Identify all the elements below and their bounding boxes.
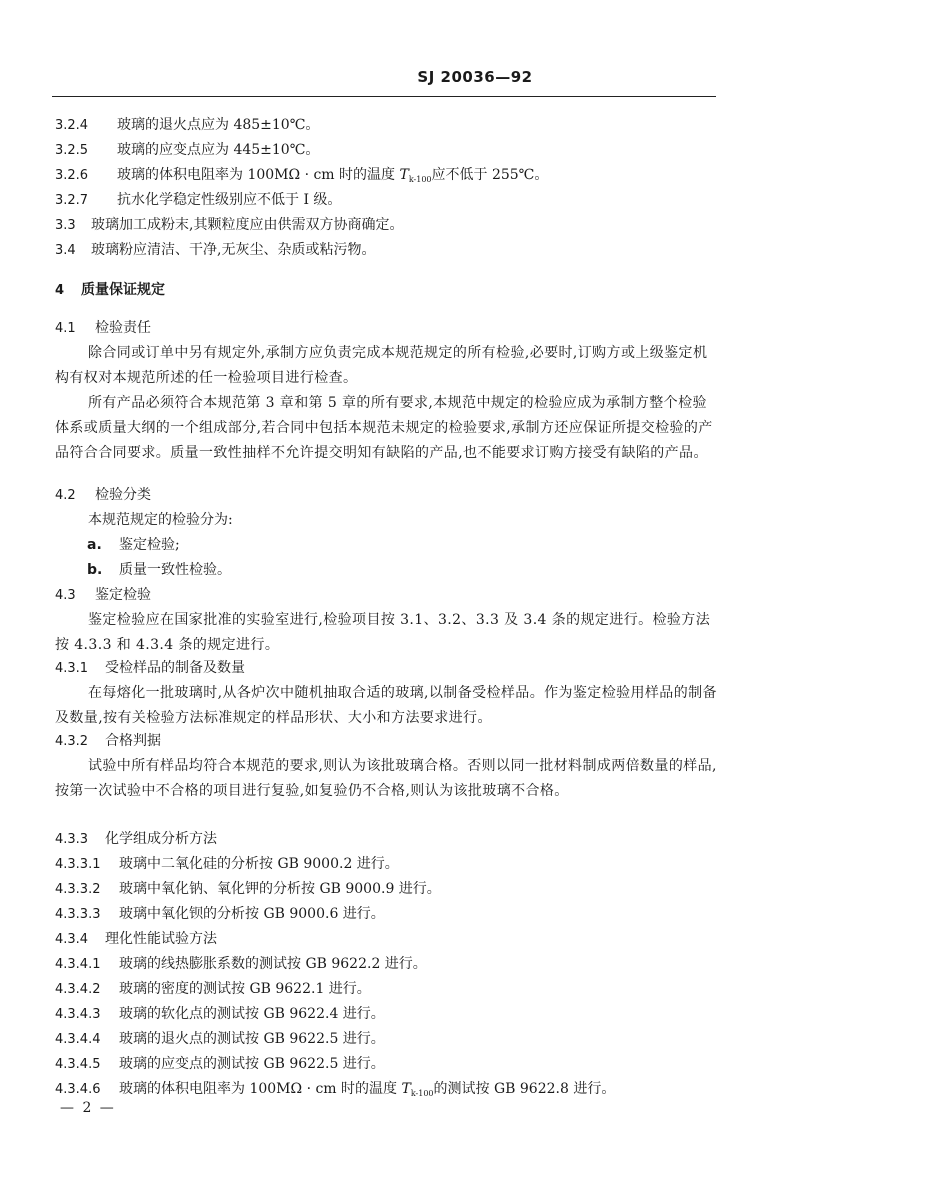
clause-4-3-2-heading: 4.3.2 合格判据 — [55, 733, 161, 749]
clause-4-3-4-5: 4.3.4.5 玻璃的应变点的测试按 GB 9622.5 进行。 — [55, 1056, 385, 1072]
clause-4-3-3-2: 4.3.3.2 玻璃中氧化钠、氧化钾的分析按 GB 9000.9 进行。 — [55, 881, 441, 897]
clause-4-3-4-4: 4.3.4.4 玻璃的退火点的测试按 GB 9622.5 进行。 — [55, 1031, 385, 1047]
header-rule — [52, 96, 716, 97]
clause-3-2-4: 3.2.4 玻璃的退火点应为 485±10℃。 — [55, 117, 320, 133]
list-item-a: a. 鉴定检验; — [87, 537, 180, 553]
paragraph-4-3-1: 在每熔化一批玻璃时,从各炉次中随机抽取合适的玻璃,以制备受检样品。作为鉴定检验用样品的制备及数量,按有关检验方法标准规定的样品形状、大小和方法要求进行。 — [55, 685, 717, 726]
paragraph-4-3-2: 试验中所有样品均符合本规范的要求,则认为该批玻璃合格。否则以同一批材料制成两倍数量的样品,按第一次试验中不合格的项目进行复验,如复验仍不合格,则认为该批玻璃不合格。 — [55, 758, 717, 799]
clause-3-2-6: 3.2.6 玻璃的体积电阻率为 100MΩ · cm 时的温度 $T_{k-100}$应不低于 255℃。 — [55, 167, 549, 184]
list-item-b: b. 质量一致性检验。 — [87, 562, 231, 578]
clause-4-3-3-1: 4.3.3.1 玻璃中二氧化硅的分析按 GB 9000.2 进行。 — [55, 856, 399, 872]
clause-4-3-4-2: 4.3.4.2 玻璃的密度的测试按 GB 9622.1 进行。 — [55, 981, 371, 997]
clause-4-1-heading: 4.1 检验责任 — [55, 320, 151, 336]
page-number: — 2 — — [60, 1100, 116, 1116]
chapter-4-heading: 4 质量保证规定 — [55, 282, 165, 298]
clause-4-3-4-6: 4.3.4.6 玻璃的体积电阻率为 100MΩ · cm 时的温度 $T_{k-100}$的测试按 GB 9622.8 进行。 — [55, 1081, 616, 1098]
clause-4-3-1-heading: 4.3.1 受检样品的制备及数量 — [55, 660, 245, 676]
clause-3-2-7: 3.2.7 抗水化学稳定性级别应不低于 Ⅰ 级。 — [55, 192, 342, 208]
clause-4-3-4-3: 4.3.4.3 玻璃的软化点的测试按 GB 9622.4 进行。 — [55, 1006, 385, 1022]
paragraph-4-2: 本规范规定的检验分为: — [88, 512, 233, 528]
clause-4-2-heading: 4.2 检验分类 — [55, 487, 151, 503]
clause-4-3-3-3: 4.3.3.3 玻璃中氧化钡的分析按 GB 9000.6 进行。 — [55, 906, 385, 922]
doc-header: SJ 20036—92 — [417, 68, 533, 86]
clause-4-3-3-heading: 4.3.3 化学组成分析方法 — [55, 831, 217, 847]
clause-3-2-5: 3.2.5 玻璃的应变点应为 445±10℃。 — [55, 142, 320, 158]
clause-3-3: 3.3 玻璃加工成粉末,其颗粒度应由供需双方协商确定。 — [55, 217, 404, 233]
clause-3-4: 3.4 玻璃粉应清洁、干净,无灰尘、杂质或粘污物。 — [55, 242, 376, 258]
paragraph-4-3: 鉴定检验应在国家批准的实验室进行,检验项目按 3.1、3.2、3.3 及 3.4 条的规定进行。检验方法按 4.3.3 和 4.3.4 条的规定进行。 — [55, 612, 711, 653]
clause-4-3-heading: 4.3 鉴定检验 — [55, 587, 151, 603]
paragraph-4-1-a: 除合同或订单中另有规定外,承制方应负责完成本规范规定的所有检验,必要时,订购方或上级鉴定机构有权对本规范所述的任一检验项目进行检查。 — [55, 345, 708, 386]
clause-4-3-4-1: 4.3.4.1 玻璃的线热膨胀系数的测试按 GB 9622.2 进行。 — [55, 956, 427, 972]
paragraph-4-1-b: 所有产品必须符合本规范第 3 章和第 5 章的所有要求,本规范中规定的检验应成为承制方整个检验体系或质量大纲的一个组成部分,若合同中包括本规范未规定的检验要求,承制方还应保证所提交检验的产品符合合同要求。质量一致性抽样不允许提交明知有缺陷的产品,也不能要求订购方接受有缺陷的产品。 — [55, 395, 713, 461]
clause-4-3-4-heading: 4.3.4 理化性能试验方法 — [55, 931, 217, 947]
